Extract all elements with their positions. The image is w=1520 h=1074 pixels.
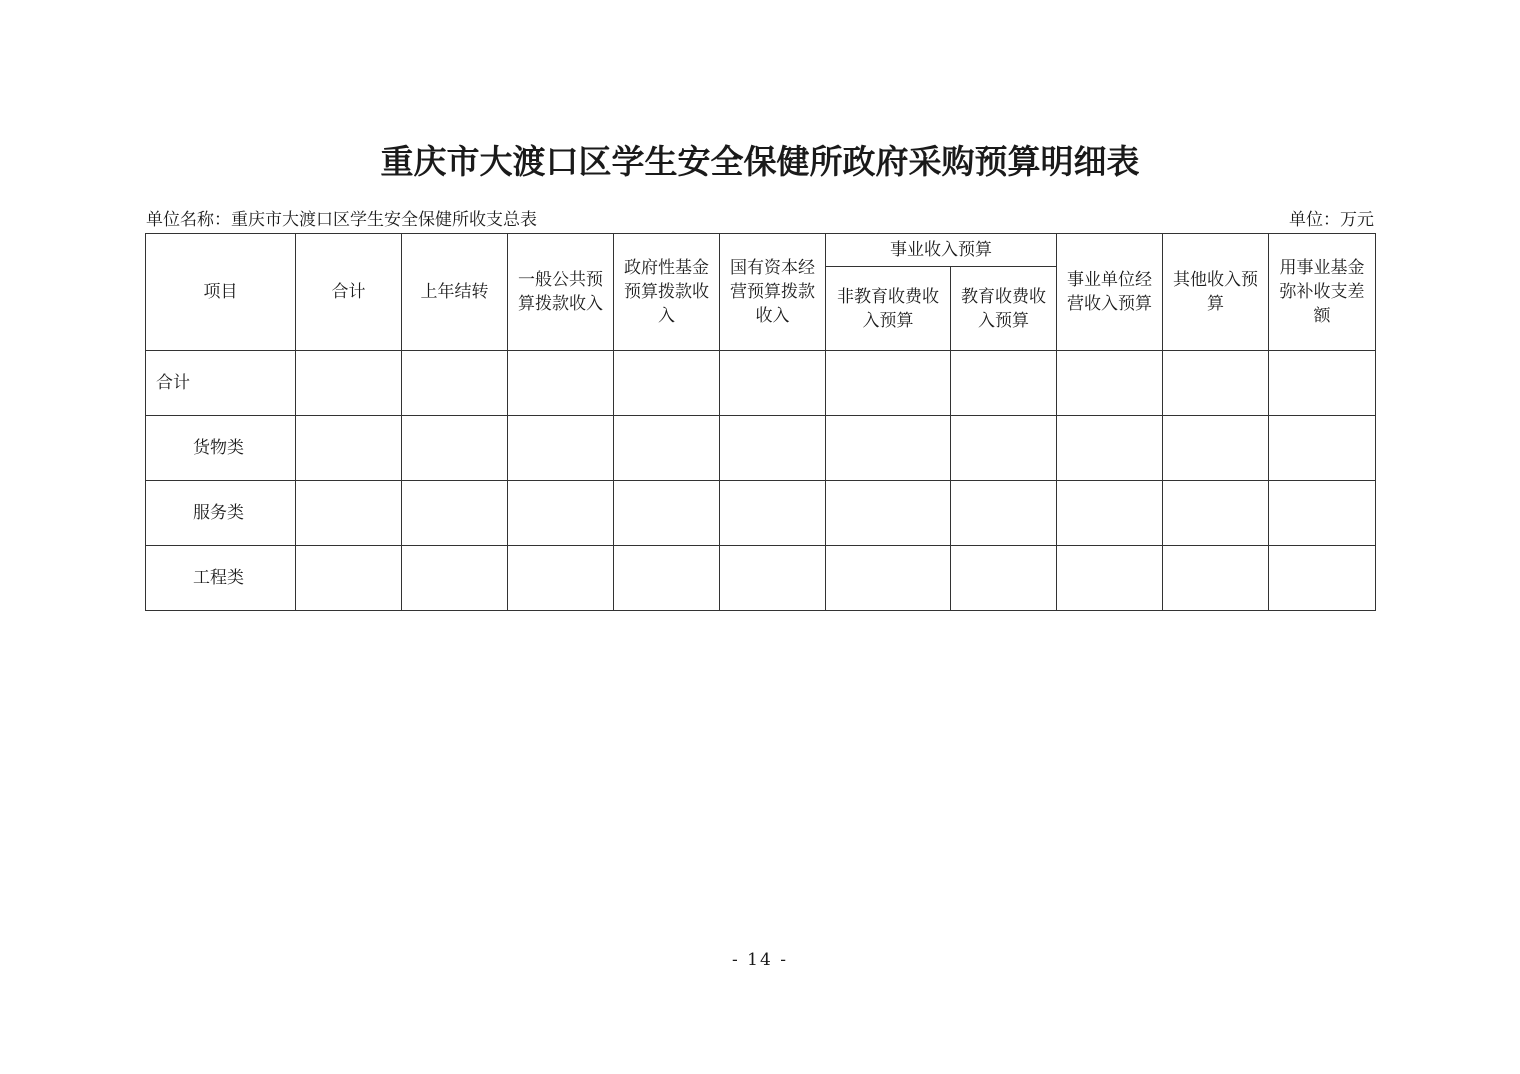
table-cell [1163,546,1269,611]
table-cell [1269,481,1376,546]
table-cell [614,416,720,481]
header-gov-fund: 政府性基金预算拨款收入 [614,234,720,351]
table-cell [720,416,826,481]
table-cell [1269,351,1376,416]
header-state-capital: 国有资本经营预算拨款收入 [720,234,826,351]
table-cell [1163,351,1269,416]
page-title: 重庆市大渡口区学生安全保健所政府采购预算明细表 [380,142,1140,181]
table-cell [826,481,951,546]
table-cell [1163,416,1269,481]
row-label-total: 合计 [146,351,296,416]
table-cell [296,351,402,416]
table-row [146,416,1376,481]
table-cell [508,416,614,481]
header-non-edu-fee: 非教育收费收入预算 [826,267,951,351]
table-cell [296,416,402,481]
table-cell [826,416,951,481]
table-cell [951,351,1057,416]
row-label-services: 服务类 [146,481,296,546]
header-total: 合计 [296,234,402,351]
table-cell [1057,351,1163,416]
header-other-income: 其他收入预算 [1163,234,1269,351]
table-cell [1057,481,1163,546]
table-cell [720,546,826,611]
table-cell [951,481,1057,546]
table-cell [402,416,508,481]
header-item: 项目 [146,234,296,351]
unit-measure-label: 单位：万元 [1289,210,1374,230]
table-cell [951,416,1057,481]
header-business-income-group: 事业收入预算 [826,234,1057,267]
header-general-budget: 一般公共预算拨款收入 [508,234,614,351]
table-cell [1057,416,1163,481]
table-cell [296,546,402,611]
procurement-budget-table [145,233,1376,611]
header-business-unit-income: 事业单位经营收入预算 [1057,234,1163,351]
page-number: - 14 - [732,950,788,970]
table-cell [951,546,1057,611]
table-cell [614,481,720,546]
table-cell [402,481,508,546]
row-label-goods: 货物类 [146,416,296,481]
table-header-row [146,234,1376,267]
table-cell [826,351,951,416]
table-cell [1269,546,1376,611]
header-edu-fee: 教育收费收入预算 [951,267,1057,351]
row-label-engineering: 工程类 [146,546,296,611]
table-cell [508,481,614,546]
table-row [146,481,1376,546]
table-cell [720,481,826,546]
table-cell [296,481,402,546]
table-cell [826,546,951,611]
header-carryover: 上年结转 [402,234,508,351]
table-cell [614,546,720,611]
table-cell [508,546,614,611]
table-cell [720,351,826,416]
table-cell [614,351,720,416]
table-cell [402,546,508,611]
table-cell [1269,416,1376,481]
unit-name-label: 单位名称：重庆市大渡口区学生安全保健所收支总表 [146,210,537,230]
table-cell [1163,481,1269,546]
table-cell [508,351,614,416]
table-row [146,351,1376,416]
table-row [146,546,1376,611]
header-fund-supplement: 用事业基金弥补收支差额 [1269,234,1376,351]
table-cell [1057,546,1163,611]
table-cell [402,351,508,416]
